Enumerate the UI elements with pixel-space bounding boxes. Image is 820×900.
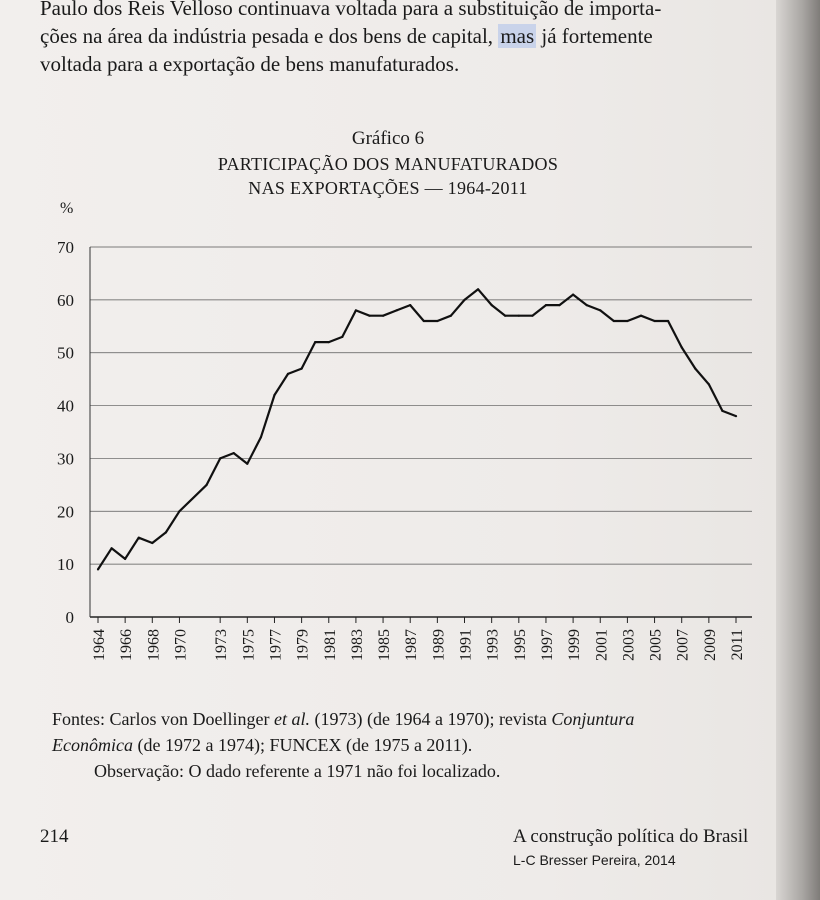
credit-line: L-C Bresser Pereira, 2014 [513,852,676,868]
intro-line-2-end: já fortemente [536,24,653,48]
data-point-2011 [735,415,737,417]
intro-line-2 [40,22,780,50]
sources-text-2: (1973) (de 1964 a 1970); revista [309,709,552,729]
x-tick-label-1975: 1975 [240,629,258,661]
highlighted-word: mas [500,24,535,48]
x-tick-label-1970: 1970 [172,629,190,661]
data-point-1977 [273,394,275,396]
y-tick-label: 70 [57,238,74,257]
data-point-1981 [328,341,330,343]
sources-etal: et al. [273,709,310,729]
series-line [98,289,736,569]
x-tick-label-2005: 2005 [647,629,665,661]
data-point-2002 [613,320,615,322]
x-tick-label-1966: 1966 [118,629,136,661]
data-point-1992 [477,288,479,290]
intro-paragraph [40,0,780,78]
x-tick-label-1973: 1973 [213,629,231,661]
data-point-1966 [124,558,126,560]
chart-subtitle: NAS EXPORTAÇÕES — 1964-2011 [248,178,528,198]
x-tick-label-1979: 1979 [294,629,312,661]
y-tick-label: 40 [57,396,74,416]
data-point-1999 [572,294,574,296]
y-tick-label: 10 [57,555,74,575]
x-tick-label-1964: 1964 [91,629,108,661]
data-point-1972 [206,484,208,486]
sources-note [52,706,752,732]
data-point-1968 [151,542,153,544]
x-tick-label-1991: 1991 [457,629,475,661]
data-point-1964 [97,568,99,570]
intro-line-1: Paulo dos Reis Velloso continuava voltada para a substituição de importa- [40,0,662,20]
x-tick-label-1968: 1968 [145,629,163,661]
x-tick-label-1993: 1993 [484,629,502,661]
sources-text-3: (de 1972 a 1974); FUNCEX (de 1975 a 2011). [132,735,473,755]
x-tick-label-1995: 1995 [511,629,529,661]
intro-line-2-start: ções na área da indústria pesada e dos bens de capital, [40,24,499,48]
data-point-1976 [260,436,262,438]
data-point-1984 [368,315,370,317]
data-point-1965 [111,547,113,549]
figure-title [0,152,776,200]
y-tick-label: 20 [57,502,74,522]
sources-text-1: Fontes: Carlos von Doellinger [52,709,274,729]
data-point-2000 [586,304,588,306]
data-point-1996 [531,315,533,317]
data-point-2007 [681,346,683,348]
x-tick-label-1997: 1997 [538,629,556,661]
running-head: A construção política do Brasil [513,826,749,847]
figure-number: Gráfico 6 [351,128,425,149]
data-point-1982 [341,336,343,338]
data-point-1983 [355,309,357,311]
x-tick-label-2001: 2001 [593,629,611,661]
sources-journal-2: Econômica [52,735,133,755]
sources-note-cont [52,732,752,758]
data-point-2009 [708,383,710,385]
data-point-2008 [694,368,696,370]
x-tick-label-2011: 2011 [729,629,746,661]
y-axis-unit-label: % [60,200,74,217]
x-tick-label-1989: 1989 [430,629,448,661]
data-point-1993 [491,304,493,306]
data-point-1969 [165,531,167,533]
intro-line-3: voltada para a exportação de bens manufaturados. [40,52,460,76]
data-point-1980 [314,341,316,343]
book-gutter-shadow [776,0,820,900]
data-point-1994 [504,315,506,317]
data-point-2005 [654,320,656,322]
data-point-1970 [178,510,180,512]
chart-title: PARTICIPAÇÃO DOS MANUFATURADOS [217,154,559,174]
data-point-1973 [219,457,221,459]
data-point-1985 [382,315,384,317]
data-point-1986 [396,309,398,311]
observation-note: Observação: O dado referente a 1971 não foi localizado. [94,761,501,781]
x-tick-label-1983: 1983 [348,629,366,661]
data-point-1998 [558,304,560,306]
y-tick-label: 0 [65,608,74,627]
data-point-1987 [409,304,411,306]
data-point-1990 [450,315,452,317]
data-point-1988 [423,320,425,322]
sources-journal-1: Conjuntura [551,709,635,729]
chart-notes [52,706,752,784]
x-tick-label-2007: 2007 [674,629,692,661]
data-point-2010 [721,410,723,412]
x-tick-label-1985: 1985 [376,629,394,661]
y-tick-label: 30 [57,449,74,469]
manufactures-share-line-chart [0,195,776,700]
data-point-1991 [463,299,465,301]
data-point-2006 [667,320,669,322]
x-tick-label-1977: 1977 [267,629,285,661]
y-tick-label: 60 [57,290,74,310]
x-tick-label-1987: 1987 [403,629,421,661]
data-point-1978 [287,373,289,375]
x-tick-label-2003: 2003 [620,629,638,661]
data-point-1975 [246,463,248,465]
x-tick-label-1981: 1981 [321,629,339,661]
data-point-1967 [138,537,140,539]
x-tick-label-1999: 1999 [566,629,584,661]
data-point-2003 [626,320,628,322]
data-point-1997 [545,304,547,306]
data-point-1979 [301,368,303,370]
data-point-1995 [518,315,520,317]
data-point-1974 [233,452,235,454]
data-point-1989 [436,320,438,322]
data-point-2001 [599,309,601,311]
y-tick-label: 50 [57,343,74,363]
data-point-2004 [640,315,642,317]
page-number: 214 [40,826,69,847]
x-tick-label-2009: 2009 [701,629,719,661]
